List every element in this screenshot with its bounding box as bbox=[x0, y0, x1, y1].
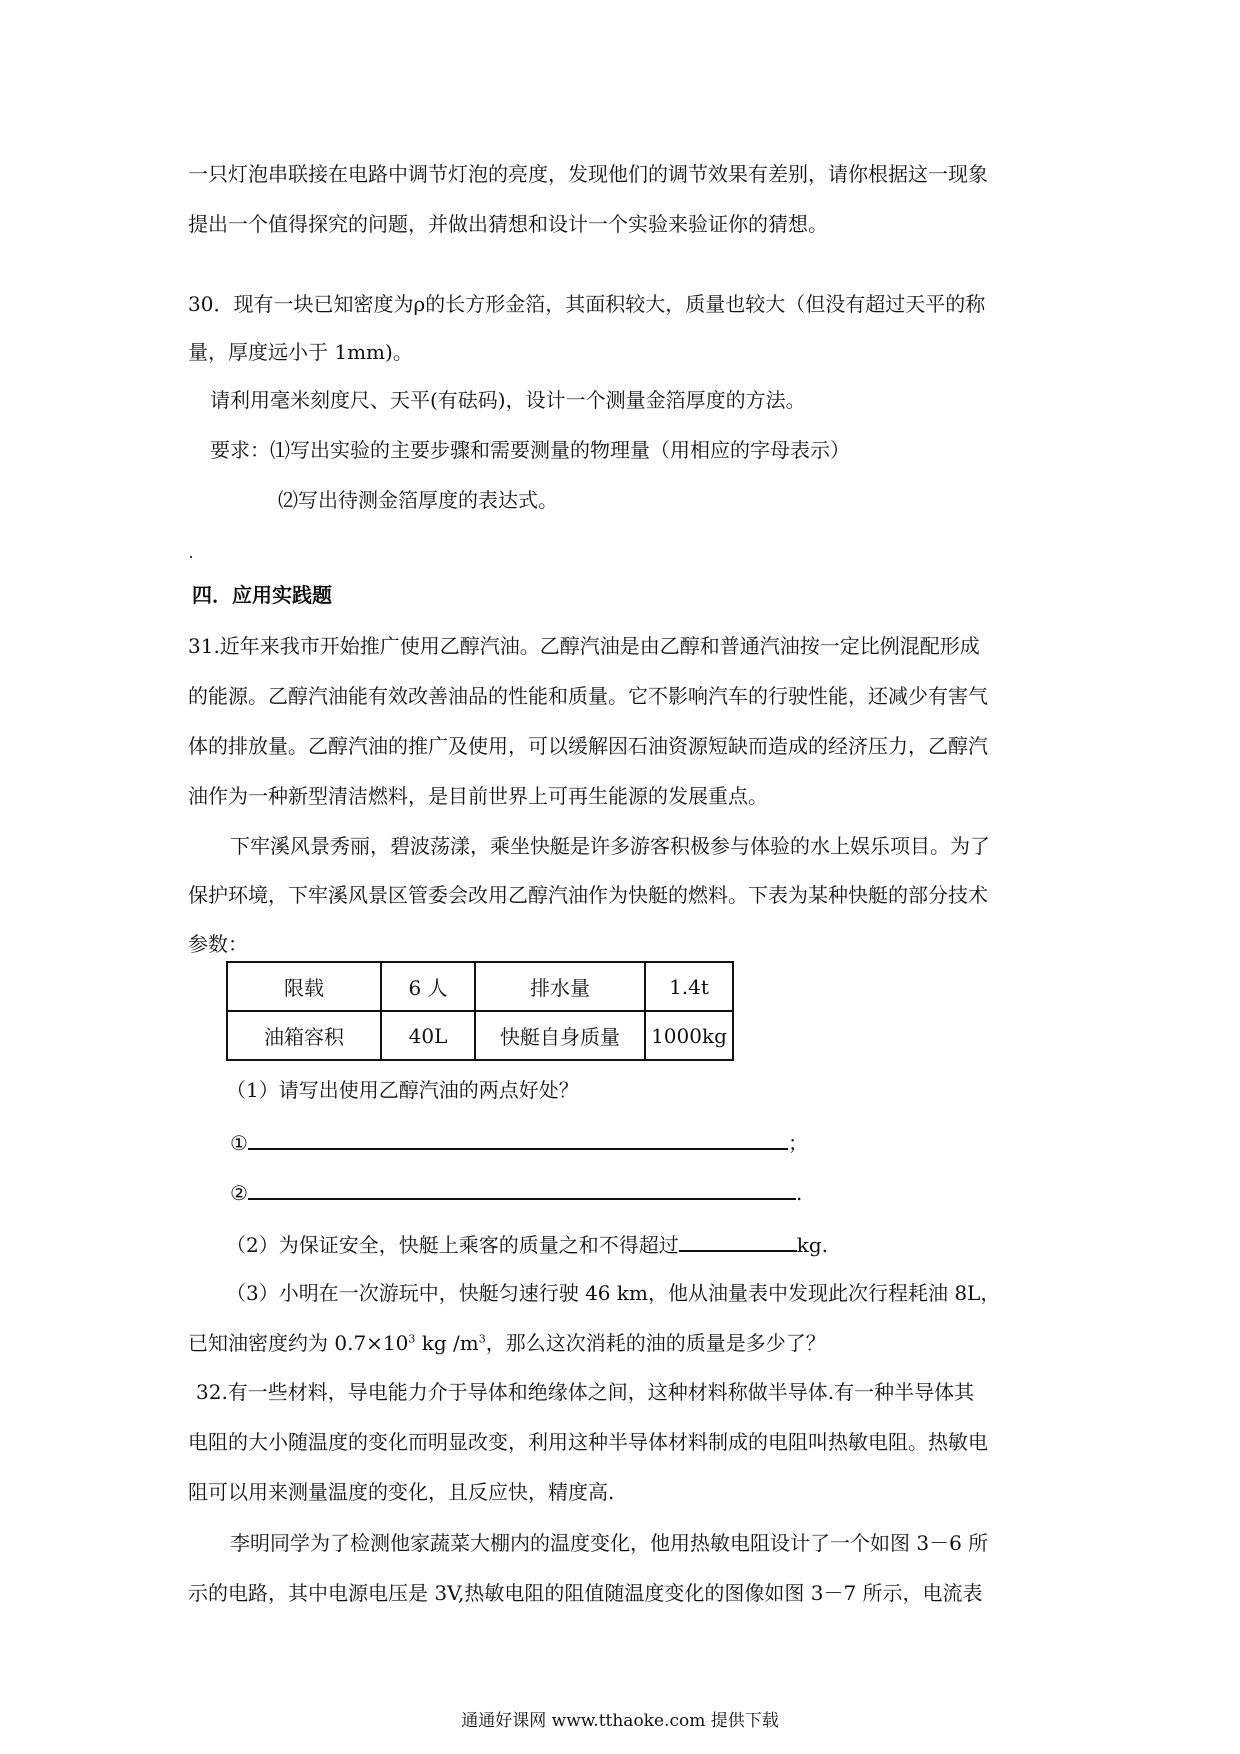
q29-line-1: 一只灯泡串联接在电路中调节灯泡的亮度，发现他们的调节效果有差别，请你根据这一现象 bbox=[188, 162, 988, 186]
page-footer: 通通好课网 www.tthaoke.com 提供下载 bbox=[461, 1711, 779, 1731]
section-4-title: 四．应用实践题 bbox=[192, 583, 332, 607]
circle-one-marker: ① bbox=[230, 1131, 248, 1155]
q29-line-2: 提出一个值得探究的问题，并做出猜想和设计一个实验来验证你的猜想。 bbox=[188, 212, 828, 236]
text-a: 已知油密度约为 0.7×10 bbox=[188, 1331, 409, 1355]
table-cell: 排水量 bbox=[475, 962, 645, 1011]
table-cell: 快艇自身质量 bbox=[475, 1011, 645, 1060]
q31-p2-line-3: 参数： bbox=[188, 932, 248, 956]
table-row bbox=[227, 962, 733, 1011]
q31-p1-line-2: 的能源。乙醇汽油能有效改善油品的性能和质量。它不影响汽车的行驶性能，还减少有害气 bbox=[188, 684, 988, 708]
q31-sub-1: （1）请写出使用乙醇汽油的两点好处？ bbox=[226, 1078, 579, 1102]
blank-2-end: . bbox=[795, 1181, 803, 1205]
q32-p1-line-3: 阻可以用来测量温度的变化，且反应快，精度高. bbox=[188, 1480, 615, 1504]
q30-line-1: 30．现有一块已知密度为ρ的长方形金箔，其面积较大，质量也较大（但没有超过天平的称 bbox=[188, 292, 986, 316]
blank-1-end: ； bbox=[787, 1131, 808, 1155]
q31-answer-1 bbox=[230, 1126, 808, 1157]
answer-blank-3[interactable] bbox=[679, 1228, 797, 1252]
speedboat-spec-table bbox=[226, 961, 734, 1061]
stray-dot bbox=[190, 556, 192, 558]
text-b: kg /m bbox=[415, 1331, 479, 1355]
q31-p1-line-1: 31.近年来我市开始推广使用乙醇汽油。乙醇汽油是由乙醇和普通汽油按一定比例混配形成 bbox=[188, 634, 980, 658]
circle-two-marker: ② bbox=[230, 1181, 248, 1205]
text-c: ，那么这次消耗的油的质量是多少了？ bbox=[485, 1331, 826, 1355]
q30-line-2: 量，厚度远小于 1mm)。 bbox=[188, 340, 413, 364]
q30-requirements: 要求：⑴写出实验的主要步骤和需要测量的物理量（用相应的字母表示） bbox=[210, 438, 850, 462]
q32-p1-line-1: 32.有一些材料，导电能力介于导体和绝缘体之间，这种材料称做半导体.有一种半导体其 bbox=[196, 1380, 975, 1404]
q31-p2-line-2: 保护环境，下牢溪风景区管委会改用乙醇汽油作为快艇的燃料。下表为某种快艇的部分技术 bbox=[188, 883, 988, 907]
q31-p2-line-1: 下牢溪风景秀丽，碧波荡漾，乘坐快艇是许多游客积极参与体验的水上娱乐项目。为了 bbox=[230, 834, 990, 858]
table-cell: 限载 bbox=[227, 962, 381, 1011]
answer-blank-1[interactable] bbox=[248, 1126, 788, 1150]
table-cell: 1000kg bbox=[645, 1011, 733, 1060]
table-cell: 1.4t bbox=[645, 962, 733, 1011]
q31-sub-3-line-2 bbox=[188, 1329, 826, 1357]
q31-answer-2 bbox=[230, 1176, 802, 1207]
sub-2-text: （2）为保证安全，快艇上乘客的质量之和不得超过 bbox=[226, 1233, 679, 1257]
q32-p2-line-2: 示的电路，其中电源电压是 3V,热敏电阻的阻值随温度变化的图像如图 3－7 所示，电流表 bbox=[188, 1581, 983, 1605]
q32-p1-line-2: 电阻的大小随温度的变化而明显改变，利用这种半导体材料制成的电阻叫热敏电阻。热敏电 bbox=[188, 1430, 988, 1454]
q30-line-3: 请利用毫米刻度尺、天平(有砝码)，设计一个测量金箔厚度的方法。 bbox=[210, 388, 806, 412]
q31-p1-line-3: 体的排放量。乙醇汽油的推广及使用，可以缓解因石油资源短缺而造成的经济压力，乙醇汽 bbox=[188, 734, 988, 758]
sub-2-unit: kg. bbox=[796, 1233, 829, 1257]
q30-requirement-2: ⑵写出待测金箔厚度的表达式。 bbox=[278, 488, 558, 512]
q31-p1-line-4: 油作为一种新型清洁燃料，是目前世界上可再生能源的发展重点。 bbox=[188, 784, 768, 808]
sup-1: 3 bbox=[408, 1332, 416, 1346]
table-cell: 油箱容积 bbox=[227, 1011, 381, 1060]
table-cell: 40L bbox=[381, 1011, 475, 1060]
sup-2: 3 bbox=[478, 1332, 486, 1346]
answer-blank-2[interactable] bbox=[248, 1176, 796, 1200]
q31-sub-3-line-1: （3）小明在一次游玩中，快艇匀速行驶 46 km，他从油量表中发现此次行程耗油 8L， bbox=[226, 1281, 1001, 1305]
q32-p2-line-1: 李明同学为了检测他家蔬菜大棚内的温度变化，他用热敏电阻设计了一个如图 3－6 所 bbox=[230, 1531, 989, 1555]
q31-sub-2 bbox=[226, 1228, 828, 1259]
table-cell: 6 人 bbox=[381, 962, 475, 1011]
table-row bbox=[227, 1011, 733, 1060]
